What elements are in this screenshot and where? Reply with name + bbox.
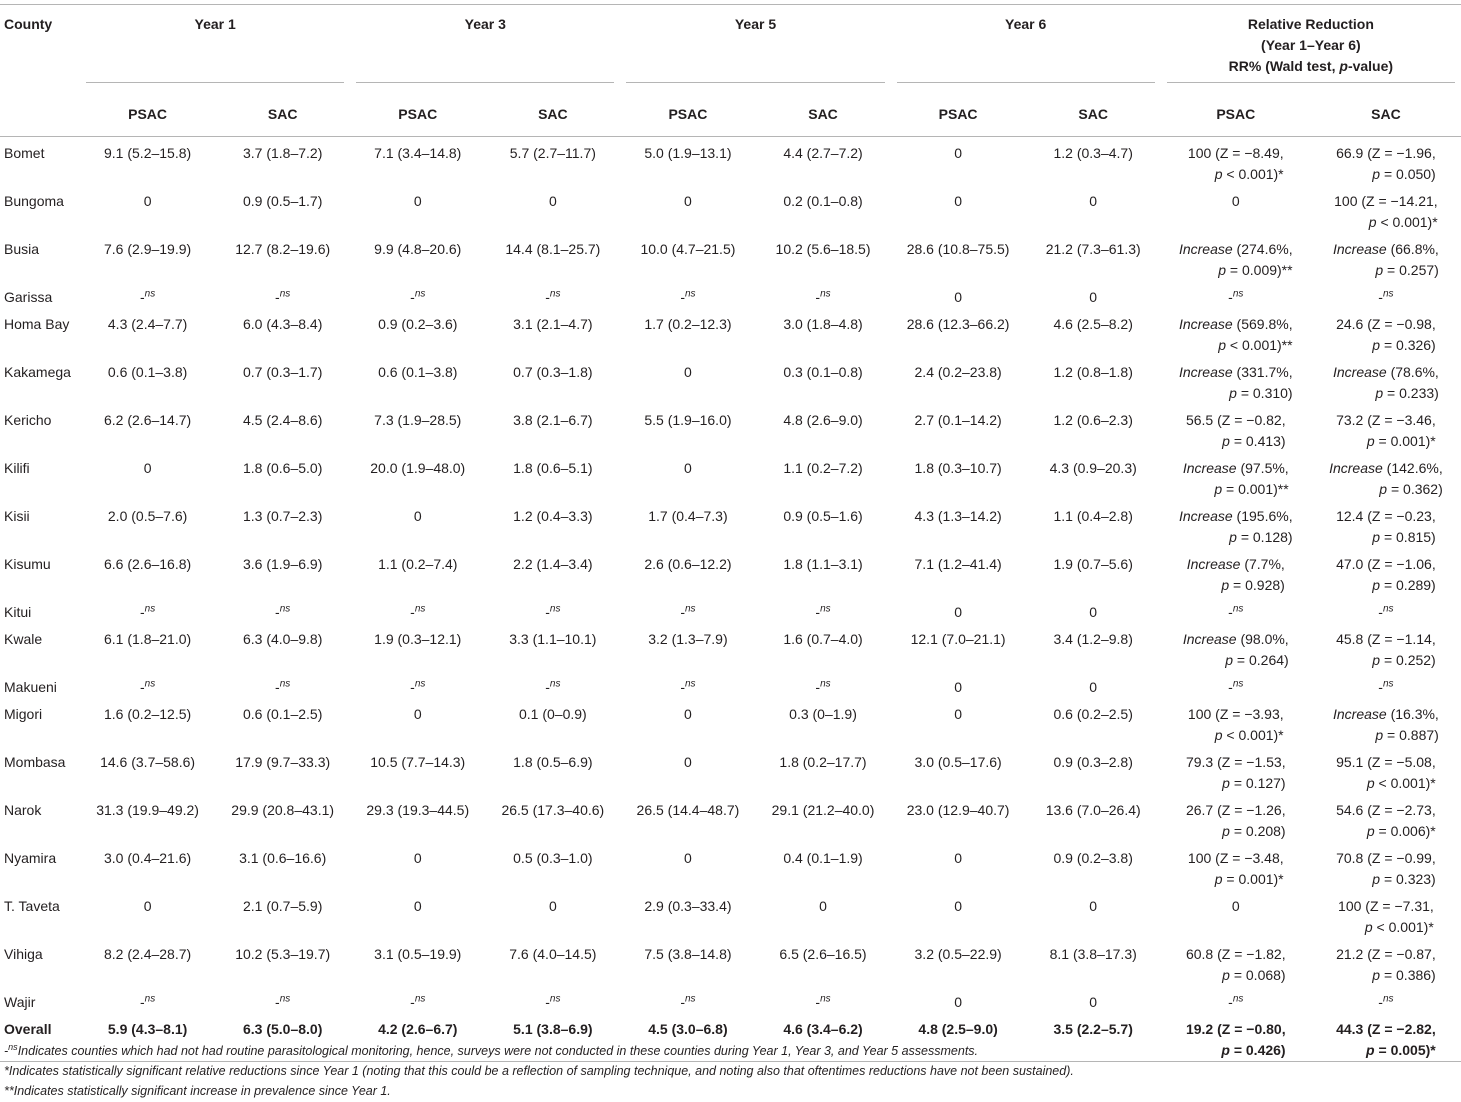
psac-value: 0 (954, 193, 962, 209)
psac-value: 5.0 (1.9–13.1) (644, 145, 732, 161)
psac-value: 9.9 (4.8–20.6) (374, 241, 462, 257)
sub-header-psac: PSAC (620, 92, 755, 137)
table-row (0, 233, 1461, 281)
prevalence-table (0, 4, 1461, 1062)
psac-value: -$^{ns}$ (680, 288, 696, 305)
rr-sac-value: -$^{ns}$ (1378, 678, 1394, 695)
sac-value: 1.3 (0.7–2.3) (242, 508, 323, 524)
sac-value: 14.4 (8.1–25.7) (505, 241, 601, 257)
sac-value: 0 (548, 193, 557, 209)
psac-value: 1.1 (0.2–7.4) (378, 556, 458, 572)
rr-psac-value: -$^{ns}$ (1228, 993, 1244, 1010)
psac-value: -$^{ns}$ (139, 993, 156, 1010)
psac-value: -$^{ns}$ (680, 993, 696, 1010)
county-name: Kericho (4, 412, 52, 428)
psac-value: -$^{ns}$ (410, 603, 426, 620)
sac-value: 12.7 (8.2–19.6) (235, 241, 331, 257)
psac-value: 0 (954, 679, 962, 695)
rr-sac-value: 45.8 (Z = −1.14, p = 0.252) (1336, 631, 1436, 668)
sub-header-psac: PSAC (80, 92, 215, 137)
psac-value: 28.6 (12.3–66.2) (906, 316, 1010, 332)
sub-header-psac: PSAC (891, 92, 1026, 137)
psac-value: 0 (143, 460, 152, 476)
psac-value: 4.5 (3.0–6.8) (620, 1013, 755, 1062)
sub-header-blank (0, 92, 80, 137)
psac-value: 0 (684, 364, 692, 380)
rr-psac-value: 100 (Z = −8.49, p < 0.001)* (1187, 145, 1284, 182)
psac-value: 0 (684, 850, 692, 866)
psac-value: 0 (413, 898, 422, 914)
psac-value: 0.6 (0.1–3.8) (107, 364, 188, 380)
sac-value: 0 (1089, 289, 1098, 305)
psac-value: 29.3 (19.3–44.5) (366, 802, 470, 818)
table-row (0, 404, 1461, 452)
psac-value: 0.6 (0.1–3.8) (378, 364, 458, 380)
table-row (0, 452, 1461, 500)
sub-header-sac: SAC (215, 92, 350, 137)
sac-value: -$^{ns}$ (815, 678, 831, 695)
header-year-1: Year 1 (80, 4, 350, 92)
sac-value: 1.8 (0.6–5.0) (242, 460, 323, 476)
psac-value: 7.1 (1.2–41.4) (914, 556, 1002, 572)
rr-sac-value: Increase (78.6%, p = 0.233) (1332, 364, 1439, 401)
sac-value: 1.2 (0.4–3.3) (513, 508, 593, 524)
rr-psac-value: Increase (7.7%, p = 0.928) (1186, 556, 1285, 593)
rr-sac-value: 24.6 (Z = −0.98, p = 0.326) (1336, 316, 1436, 353)
header-year-6: Year 6 (891, 4, 1161, 92)
sac-value: 6.0 (4.3–8.4) (242, 316, 323, 332)
psac-value: -$^{ns}$ (680, 603, 696, 620)
psac-value: 1.7 (0.2–12.3) (644, 316, 732, 332)
psac-value: 10.5 (7.7–14.3) (370, 754, 466, 770)
psac-value: 3.2 (0.5–22.9) (914, 946, 1002, 962)
sac-value: 0 (1089, 994, 1098, 1010)
rr-psac-value: Increase (97.5%, p = 0.001)** (1182, 460, 1289, 497)
sac-value: 0.7 (0.3–1.8) (513, 364, 593, 380)
sac-value: 6.3 (5.0–8.0) (215, 1013, 350, 1062)
rr-sac-value: -$^{ns}$ (1378, 288, 1394, 305)
table-row (0, 623, 1461, 671)
psac-value: 9.1 (5.2–15.8) (104, 145, 192, 161)
sac-value: 3.5 (2.2–5.7) (1026, 1013, 1161, 1062)
sub-header-sac: SAC (1311, 92, 1461, 137)
rr-title-line3: RR% (Wald test, p-value) (1228, 58, 1394, 74)
county-name: T. Taveta (4, 898, 60, 914)
psac-value: -$^{ns}$ (410, 288, 426, 305)
psac-value: 31.3 (19.9–49.2) (96, 802, 199, 818)
rr-sac-value: 44.3 (Z = −2.82, p = 0.005)* (1311, 1013, 1461, 1062)
psac-value: 0 (413, 193, 422, 209)
psac-value: 2.6 (0.6–12.2) (644, 556, 732, 572)
rr-psac-value: 100 (Z = −3.48, p = 0.001)* (1187, 850, 1284, 887)
header-year-5: Year 5 (620, 4, 890, 92)
sac-value: 0.6 (0.1–2.5) (242, 706, 323, 722)
sub-header-psac: PSAC (350, 92, 485, 137)
county-name: Wajir (4, 994, 36, 1010)
sac-value: 10.2 (5.3–19.7) (235, 946, 331, 962)
sac-value: 21.2 (7.3–61.3) (1045, 241, 1141, 257)
sac-value: 4.6 (3.4–6.2) (755, 1013, 890, 1062)
psac-value: 0 (954, 289, 962, 305)
psac-value: 7.5 (3.8–14.8) (644, 946, 732, 962)
sac-value: 3.1 (2.1–4.7) (513, 316, 593, 332)
psac-value: 4.2 (2.6–6.7) (350, 1013, 485, 1062)
table-row (0, 986, 1461, 1013)
table-row (0, 596, 1461, 623)
rr-sac-value: 73.2 (Z = −3.46, p = 0.001)* (1336, 412, 1436, 449)
psac-value: 20.0 (1.9–48.0) (370, 460, 466, 476)
rr-sac-value: Increase (142.6%, p = 0.362) (1329, 460, 1443, 497)
sac-value: 2.1 (0.7–5.9) (242, 898, 323, 914)
sac-value: 6.3 (4.0–9.8) (242, 631, 323, 647)
psac-value: 7.3 (1.9–28.5) (374, 412, 462, 428)
header-year-3: Year 3 (350, 4, 620, 92)
sac-value: -$^{ns}$ (815, 603, 831, 620)
sac-value: 3.7 (1.8–7.2) (242, 145, 323, 161)
rr-sac-value: 12.4 (Z = −0.23, p = 0.815) (1336, 508, 1436, 545)
rr-psac-value: 19.2 (Z = −0.80, p = 0.426) (1161, 1013, 1311, 1062)
sac-value: 1.6 (0.7–4.0) (783, 631, 863, 647)
rr-psac-value: Increase (569.8%, p < 0.001)** (1178, 316, 1293, 353)
rr-psac-value: -$^{ns}$ (1228, 288, 1244, 305)
psac-value: -$^{ns}$ (139, 678, 156, 695)
county-name: Kwale (4, 631, 43, 647)
sac-value: 3.1 (0.6–16.6) (239, 850, 327, 866)
psac-value: 2.9 (0.3–33.4) (644, 898, 732, 914)
table-row (0, 890, 1461, 938)
sac-value: 4.8 (2.6–9.0) (783, 412, 863, 428)
sac-value: 4.5 (2.4–8.6) (242, 412, 323, 428)
psac-value: 2.0 (0.5–7.6) (107, 508, 188, 524)
sac-value: 0 (1089, 604, 1098, 620)
sac-value: 0.7 (0.3–1.7) (242, 364, 323, 380)
rr-title-line1: Relative Reduction (1247, 16, 1374, 32)
rr-sac-value: 21.2 (Z = −0.87, p = 0.386) (1336, 946, 1436, 983)
psac-value: -$^{ns}$ (139, 603, 156, 620)
psac-value: 0 (954, 898, 962, 914)
psac-value: 12.1 (7.0–21.1) (910, 631, 1006, 647)
county-name: Migori (4, 706, 43, 722)
psac-value: -$^{ns}$ (139, 288, 156, 305)
county-name: Mombasa (4, 754, 66, 770)
header-relative-reduction (1161, 4, 1461, 92)
rr-sac-value: Increase (66.8%, p = 0.257) (1332, 241, 1439, 278)
table-row (0, 281, 1461, 308)
psac-value: 5.9 (4.3–8.1) (80, 1013, 215, 1062)
sac-value: -$^{ns}$ (545, 603, 561, 620)
county-name: Vihiga (4, 946, 43, 962)
county-name: Overall (0, 1013, 80, 1062)
header-county: County (4, 16, 53, 32)
sac-value: -$^{ns}$ (545, 678, 561, 695)
sac-value: 1.2 (0.3–4.7) (1053, 145, 1133, 161)
sac-value: 6.5 (2.6–16.5) (779, 946, 867, 962)
table-row (0, 137, 1461, 186)
sac-value: 1.8 (1.1–3.1) (783, 556, 863, 572)
table-row (0, 698, 1461, 746)
sub-header-sac: SAC (1026, 92, 1161, 137)
rr-sac-value: 54.6 (Z = −2.73, p = 0.006)* (1336, 802, 1436, 839)
psac-value: 6.1 (1.8–21.0) (104, 631, 192, 647)
psac-value: 0.9 (0.2–3.6) (378, 316, 458, 332)
psac-value: 0 (413, 508, 422, 524)
rr-sac-value: 100 (Z = −14.21, p < 0.001)* (1334, 193, 1438, 230)
sac-value: 0 (1089, 898, 1098, 914)
sac-value: 2.2 (1.4–3.4) (513, 556, 593, 572)
psac-value: 7.1 (3.4–14.8) (374, 145, 462, 161)
psac-value: 6.2 (2.6–14.7) (104, 412, 192, 428)
sac-value: 0.3 (0.1–0.8) (783, 364, 863, 380)
psac-value: 0 (954, 604, 962, 620)
rr-sac-value: 95.1 (Z = −5.08, p < 0.001)* (1336, 754, 1436, 791)
sac-value: 1.9 (0.7–5.6) (1053, 556, 1133, 572)
sac-value: 17.9 (9.7–33.3) (235, 754, 331, 770)
table-footnotes (4, 1041, 1074, 1101)
rr-psac-value: 0 (1231, 193, 1240, 209)
rr-psac-value: Increase (274.6%, p = 0.009)** (1178, 241, 1293, 278)
sac-value: 0.3 (0–1.9) (789, 706, 857, 722)
table-row (0, 308, 1461, 356)
sac-value: 1.8 (0.5–6.9) (513, 754, 593, 770)
psac-value: 6.6 (2.6–16.8) (104, 556, 192, 572)
table-row (0, 842, 1461, 890)
sac-value: 10.2 (5.6–18.5) (775, 241, 871, 257)
sac-value: 8.1 (3.8–17.3) (1049, 946, 1137, 962)
rr-title-line2: (Year 1–Year 6) (1261, 37, 1361, 53)
sac-value: 1.8 (0.2–17.7) (779, 754, 867, 770)
rr-psac-value: Increase (331.7%, p = 0.310) (1178, 364, 1293, 401)
rr-psac-value: 100 (Z = −3.93, p < 0.001)* (1187, 706, 1284, 743)
sac-value: 0.1 (0–0.9) (518, 706, 587, 722)
sac-value: 0.5 (0.3–1.0) (513, 850, 593, 866)
table-row (0, 185, 1461, 233)
table-row (0, 671, 1461, 698)
psac-value: 1.8 (0.3–10.7) (914, 460, 1002, 476)
sac-value: 3.0 (1.8–4.8) (783, 316, 863, 332)
psac-value: 23.0 (12.9–40.7) (906, 802, 1010, 818)
rr-sac-value: -$^{ns}$ (1378, 993, 1394, 1010)
psac-value: 28.6 (10.8–75.5) (906, 241, 1010, 257)
county-name: Homa Bay (4, 316, 70, 332)
county-name: Kisumu (4, 556, 51, 572)
sac-value: 1.2 (0.6–2.3) (1053, 412, 1133, 428)
psac-value: 0 (413, 706, 422, 722)
sac-value: -$^{ns}$ (815, 288, 831, 305)
sac-value: -$^{ns}$ (545, 993, 561, 1010)
sac-value: 3.6 (1.9–6.9) (242, 556, 323, 572)
county-name: Nyamira (4, 850, 57, 866)
psac-value: 2.7 (0.1–14.2) (914, 412, 1002, 428)
table-row (0, 500, 1461, 548)
table-row (0, 746, 1461, 794)
county-name: Kilifi (4, 460, 30, 476)
sac-value: 0.9 (0.2–3.8) (1053, 850, 1133, 866)
county-name: Kitui (4, 604, 32, 620)
sac-value: 4.4 (2.7–7.2) (783, 145, 863, 161)
sac-value: 0 (819, 898, 827, 914)
psac-value: 2.4 (0.2–23.8) (914, 364, 1002, 380)
sac-value: 0.9 (0.5–1.7) (242, 193, 323, 209)
sac-value: 3.3 (1.1–10.1) (509, 631, 597, 647)
sac-value: 13.6 (7.0–26.4) (1045, 802, 1141, 818)
sac-value: 4.3 (0.9–20.3) (1049, 460, 1137, 476)
sac-value: 0 (1089, 193, 1098, 209)
sac-value: 5.7 (2.7–11.7) (509, 145, 596, 161)
county-name: Kakamega (4, 364, 71, 380)
sac-value: -$^{ns}$ (275, 288, 291, 305)
sac-value: 26.5 (17.3–40.6) (501, 802, 605, 818)
psac-value: 0 (684, 460, 692, 476)
sac-value: 7.6 (4.0–14.5) (509, 946, 597, 962)
table-row (0, 356, 1461, 404)
sac-value: 0.2 (0.1–0.8) (783, 193, 863, 209)
rr-psac-value: 79.3 (Z = −1.53, p = 0.127) (1185, 754, 1286, 791)
sac-value: 1.2 (0.8–1.8) (1053, 364, 1133, 380)
table-row (0, 548, 1461, 596)
sac-value: 1.1 (0.4–2.8) (1053, 508, 1133, 524)
county-name: Busia (4, 241, 40, 257)
sac-value: -$^{ns}$ (275, 993, 291, 1010)
footnote-3: **Indicates statistically significant increase in prevalence since Year 1. (4, 1084, 391, 1098)
psac-value: 0 (684, 754, 692, 770)
rr-sac-value: Increase (16.3%, p = 0.887) (1332, 706, 1439, 743)
sub-header-psac: PSAC (1161, 92, 1311, 137)
sac-value: 0.6 (0.2–2.5) (1053, 706, 1133, 722)
sac-value: 0.9 (0.5–1.6) (783, 508, 863, 524)
rr-psac-value: Increase (98.0%, p = 0.264) (1182, 631, 1289, 668)
psac-value: 26.5 (14.4–48.7) (636, 802, 740, 818)
psac-value: 3.0 (0.5–17.6) (914, 754, 1002, 770)
rr-psac-value: 56.5 (Z = −0.82, p = 0.413) (1185, 412, 1286, 449)
psac-value: 3.0 (0.4–21.6) (104, 850, 192, 866)
psac-value: 8.2 (2.4–28.7) (104, 946, 192, 962)
psac-value: 0 (954, 145, 962, 161)
psac-value: 0 (954, 850, 962, 866)
psac-value: 7.6 (2.9–19.9) (104, 241, 192, 257)
sac-value: 3.8 (2.1–6.7) (513, 412, 593, 428)
sac-value: 4.6 (2.5–8.2) (1053, 316, 1133, 332)
sac-value: 29.1 (21.2–40.0) (771, 802, 875, 818)
psac-value: 3.2 (1.3–7.9) (648, 631, 728, 647)
psac-value: 1.6 (0.2–12.5) (104, 706, 192, 722)
rr-sac-value: 70.8 (Z = −0.99, p = 0.323) (1336, 850, 1436, 887)
rr-psac-value: 0 (1231, 898, 1240, 914)
sac-value: 1.8 (0.6–5.1) (513, 460, 593, 476)
footnote-2: *Indicates statistically significant relative reductions since Year 1 (noting that this could be a reflection of sampling technique, and noting also that oftentimes reductions have not been sustained). (4, 1064, 1074, 1078)
rr-psac-value: 26.7 (Z = −1.26, p = 0.208) (1185, 802, 1286, 839)
psac-value: 10.0 (4.7–21.5) (640, 241, 736, 257)
sub-header-sac: SAC (755, 92, 890, 137)
county-name: Bomet (4, 145, 45, 161)
psac-value: 5.5 (1.9–16.0) (644, 412, 732, 428)
psac-value: -$^{ns}$ (680, 678, 696, 695)
psac-value: 3.1 (0.5–19.9) (374, 946, 462, 962)
sac-value: -$^{ns}$ (275, 678, 291, 695)
rr-psac-value: Increase (195.6%, p = 0.128) (1178, 508, 1293, 545)
sac-value: 1.1 (0.2–7.2) (783, 460, 863, 476)
table-row (0, 938, 1461, 986)
psac-value: 0 (954, 706, 962, 722)
psac-value: 4.3 (2.4–7.7) (107, 316, 188, 332)
sac-value: 3.4 (1.2–9.8) (1053, 631, 1133, 647)
table-row (0, 794, 1461, 842)
sac-value: -$^{ns}$ (275, 603, 291, 620)
county-name: Garissa (4, 289, 53, 305)
rr-sac-value: -$^{ns}$ (1378, 603, 1394, 620)
psac-value: 0 (413, 850, 422, 866)
psac-value: -$^{ns}$ (410, 993, 426, 1010)
sub-header-row (0, 92, 1461, 137)
sub-header-sac: SAC (485, 92, 620, 137)
psac-value: -$^{ns}$ (410, 678, 426, 695)
footnote-1: -$^{ns}$Indicates counties which had not had routine parasitological monitoring, hence, surveys were not conducted in these counties during Year 1, Year 3, and Year 5 assessments. (4, 1041, 979, 1058)
psac-value: 4.8 (2.5–9.0) (891, 1013, 1026, 1062)
table-header (0, 4, 1461, 137)
rr-psac-value: -$^{ns}$ (1228, 603, 1244, 620)
sac-value: 0.4 (0.1–1.9) (783, 850, 863, 866)
sac-value: 5.1 (3.8–6.9) (485, 1013, 620, 1062)
psac-value: 1.7 (0.4–7.3) (648, 508, 728, 524)
rr-sac-value: 66.9 (Z = −1.96, p = 0.050) (1336, 145, 1436, 182)
table-body (0, 137, 1461, 1062)
psac-value: 14.6 (3.7–58.6) (100, 754, 196, 770)
sac-value: -$^{ns}$ (545, 288, 561, 305)
sac-value: 0 (1089, 679, 1098, 695)
psac-value: 0 (143, 898, 152, 914)
psac-value: 0 (684, 706, 692, 722)
rr-sac-value: 47.0 (Z = −1.06, p = 0.289) (1336, 556, 1436, 593)
rr-psac-value: 60.8 (Z = −1.82, p = 0.068) (1185, 946, 1286, 983)
psac-value: 0 (954, 994, 962, 1010)
psac-value: 4.3 (1.3–14.2) (914, 508, 1002, 524)
psac-value: 0 (684, 193, 692, 209)
psac-value: 0 (143, 193, 152, 209)
sac-value: 0.9 (0.3–2.8) (1053, 754, 1133, 770)
sac-value: 29.9 (20.8–43.1) (231, 802, 335, 818)
sac-value: -$^{ns}$ (815, 993, 831, 1010)
rr-sac-value: 100 (Z = −7.31, p < 0.001)* (1338, 898, 1434, 935)
rr-psac-value: -$^{ns}$ (1228, 678, 1244, 695)
county-name: Bungoma (4, 193, 64, 209)
sac-value: 0 (548, 898, 557, 914)
county-name: Makueni (4, 679, 57, 695)
county-name: Narok (4, 802, 42, 818)
county-name: Kisii (4, 508, 30, 524)
psac-value: 1.9 (0.3–12.1) (374, 631, 462, 647)
